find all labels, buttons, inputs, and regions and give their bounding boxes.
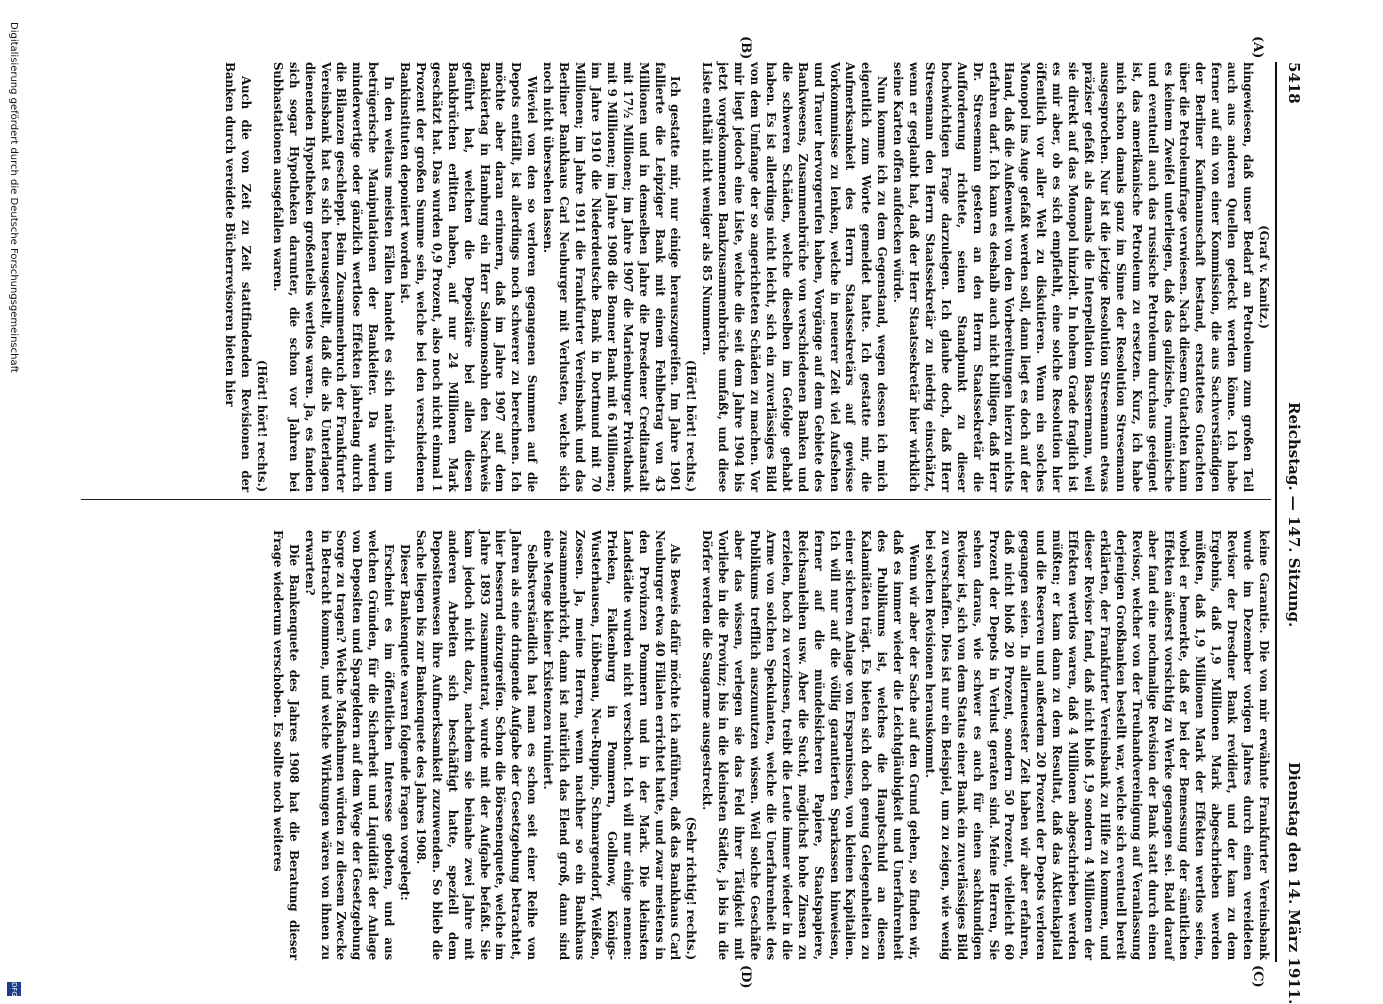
left-column [221, 62, 1271, 492]
paragraph: Selbstverständlich hat man es schon seit einer Reihe von Jahren als eine dringende Aufgabe der Gesetzgebung betrachtet, hier bessernd einzugreifen. Schon die Börsenenquete, welche im Jahre 1893 zusammentrat, wurde mit der Aufgabe befaßt. Sie kam jedoch nicht dazu, nachdem sie beinahe zwei Jahre mit anderen Arbeiten sich beschäftigt hatte, speziell dem Depositenwesen ihre Aufmerksamkeit zuzuwenden. So blieb die Sache liegen bis zur Bankenquete des Jahres 1908. [413, 530, 540, 960]
margin-marker-b: (B) [738, 36, 753, 60]
paragraph: Wieviel von den so verloren gegangenen Summen auf die Depots entfällt, ist allerdings noch schwerer zu berechnen. Ich möchte aber daran erinnern, daß im Jahre 1907 auf dem Bankiertag in Hamburg ein Herr Salomonsohn den Nachweis geführt hat, welchen die Depositäre bei allen diesen Bankbrüchen erlitten haben, auf nur 24 Millionen Mark geschätzt hat. Das wurden 0,9 Prozent, also noch nicht einmal 1 Prozent der großen Summe sein, welche bei den verschiedenen Bankinstituten deponiert worden ist. [398, 62, 540, 492]
paragraph: keine Garantie. Die von mir erwähnte Frankfurter Vereinsbank wurde im Dezember vorigen Jahres durch einen vereideten Revisor der Dresdner Bank revidiert, und der kam zu dem Ergebnis, daß 1,9 Millionen Mark abgeschrieben werden müßten, daß 1,9 Millionen Mark der Effekten wertlos seien, wobei er bemerkte, daß er bei der Bemessung der sämtlichen Effekten äußerst vorsichtig zu Werke gegangen sei. Bald darauf aber fand eine nochmalige Revision der Bank statt durch einen Revisor, welcher von der Treuhandvereinigung auf Veranlassung derjenigen Großbanken bestellt war, welche sich eventuell bereit erklärten, der Frankfurter Vereinsbank zu Hilfe zu kommen, und dieser Revisor fand, daß nicht bloß 1,9 sondern 4 Millionen der Effekten wertlos waren, daß 4 Millionen abgeschrieben werden müßten; er kam dann zu dem Resultat, daß das Aktienkapital und die Reserven und außerdem 20 Prozent der Depots verloren gegangen seien. In allerneuester Zeit haben wir aber erfahren, daß nicht bloß 20 Prozent, sondern 50 Prozent, vielleicht 60 Prozent der Depots in Verlust geraten sind. Meine Herren, Sie sehen daraus, wie schwer es auch für einen sachkundigen Revisor ist, sich von dem Status einer Bank ein zuverlässiges Bild zu verschaffen. Dies ist nur ein Beispiel, um zu zeigen, wie wenig bei solchen Revisionen herauskommt. [922, 530, 1271, 960]
margin-marker-d: (D) [738, 965, 753, 989]
margin-marker-a: (A) [1250, 36, 1265, 59]
column-divider [81, 499, 1271, 500]
paragraph: Erscheint es im öffentlichen Interesse geboten, und aus welchen Gründen, für die Sicherheit und Liquidität der Anlage von Depositen und Spargeldern auf dem Wege der Gesetzgebung Sorge zu tragen? Welche Maßnahmen würden zu diesem Zwecke in Betracht kommen, und welche Wirkungen wären von ihnen zu erwarten? [302, 530, 397, 960]
header-date: Dienstag den 14. März 1911. [1285, 762, 1303, 1004]
paragraph: hingewiesen, daß unser Bedarf an Petroleum zum großen Teil auch aus anderen Quellen gedeckt werden könne. Ich habe ferner auf ein von einer Kommission, die aus Sachverständigen der Berliner Kaufmannschaft bestand, erstattetes Gutachten über die Petroleumfrage verwiesen. Nach diesem Gutachten kann es keinem Zweifel unterliegen, daß das galizische, rumänische und eventuell auch das russische Petroleum durchaus geeignet ist, das amerikanische Petroleum zu ersetzen. Kurz, ich habe mich schon damals ganz im Sinne der Resolution Stresemann ausgesprochen. Nur ist die jetzige Resolution Stresemann etwas präziser gefaßt als damals die Interpellation Bassermann, weil sie direkt auf das Monopol hinzielt. In hohem Grade fraglich ist es mir aber, ob es sich empfiehlt, eine solche Resolution hier öffentlich vor aller Welt zu diskutieren. Wenn ein solches Monopol ins Auge gefaßt werden soll, dann liegt es doch auf der Hand, daß die Außenwelt von den Vorbereitungen hierzu nichts erfahren darf. Ich kann es deshalb auch nicht billigen, daß Herr Dr. Stresemann gestern an den Herrn Staatssekretär die Aufforderung richtete, seinen Standpunkt zu dieser hochwichtigen Frage darzulegen. Ich glaube doch, daß Herr Stresemann den Herrn Staatssekretär zu niedrig einschätzt, wenn er geglaubt hat, daß der Herr Staatssekretär hier wirklich seine Karten offen aufdecken würde. [891, 62, 1256, 492]
page-number: 5418 [1285, 62, 1303, 104]
paragraph: Als Beweis dafür möchte ich anführen, daß das Bankhaus Carl Neuburger etwa 40 Filialen errichtet hatte, und zwar meistens in den Provinzen Pommern und in der Mark. Die kleinsten Landstädte wurden nicht verschont. Ich will nur einige nennen: Prieken, Falkenburg in Pommern, Gollnow, Königs-Wusterhausen, Lübbenau, Neu-Ruppin, Schmargendorf, Weißen, Zossen. Ja, meine Herren, wenn nachher so ein Bankhaus zusammenbricht, dann ist natürlich das Elend groß, dann sind eine Menge kleiner Existenzen ruiniert. [541, 530, 683, 960]
header-rule [1275, 62, 1277, 962]
right-column [269, 530, 1271, 960]
paragraph: Die Bankenquete des Jahres 1908 hat die Beratung dieser Frage wiederum verschoben. Es sollte noch weiteres [270, 530, 301, 960]
footer [1, 0, 21, 1000]
paragraph: Ich gestatte mir, nur einige herauszugreifen. Im Jahre 1901 fallierte die Leipziger Bank mit einem Fehlbetrag von 43 Millionen und in demselben Jahre die Dresdener Creditanstalt mit 17½ Millionen; im Jahre 1907 die Marienburger Privatbank mit 9 Millionen; im Jahre 1908 die Bonner Bank mit 6 Millionen; im Jahre 1910 die Niederdeutsche Bank in Dortmund mit 70 Millionen; im Jahre 1911 die Frankfurter Vereinsbank und das Berliner Bankhaus Carl Neuburger mit Verlusten, welche sich noch nicht übersehen lassen. [541, 62, 683, 492]
interjection: (Hört! hört! rechts.) [254, 359, 269, 492]
speaker-name: (Graf v. Kanitz.) [1257, 225, 1271, 329]
header-title: Reichstag. — 147. Sitzung. [1285, 402, 1303, 628]
dfg-logo-icon: DFG [7, 982, 21, 996]
paragraph: Auch die von Zeit zu Zeit stattfindenden Revisionen der Banken durch vereidete Bücherrevisoren bieten hier [223, 62, 253, 492]
interjection: (Hört! hört! rechts.) [684, 359, 699, 492]
paragraph: Wenn wir aber der Sache auf den Grund gehen, so finden wir, daß es immer wieder die Leichtgläubigkeit und Unerfahrenheit des Publikums ist, welches die Hauptschuld an diesen Kalamitäten trägt. Es bieten sich doch genug Gelegenheiten zu einer sicheren Anlage von Ersparnissen, von kleinen Kapitalien. Ich will nur auf die völlig garantierten Sparkassen hinweisen, ferner auf die mündelsicheren Papiere, Staatspapiere, Reichsanleihen usw. Aber die Sucht, möglichst hohe Zinsen zu erzielen, hoch zu verzinsen, treibt die Leute immer wieder in die Arme von solchen Spekulanten, welche die Unerfahrenheit des Publikums trefflich auszunutzen wissen. Weil solche Geschäfte aber das wissen, verlegen sie das Feld ihrer Tätigkeit mit Vorliebe in die Provinz; bis in die kleinsten Städte, ja bis in die Dörfer werden die Saugarme ausgestreckt. [700, 530, 922, 960]
page-header [1281, 62, 1303, 1004]
paragraph: Dieser Bankenquete waren folgende Fragen vorgelegt: [398, 544, 413, 901]
interjection: (Sehr richtig! rechts.) [684, 816, 699, 960]
paragraph: In den weitaus meisten Fällen handelt es sich natürlich um betrügerische Manipulationen der Bankleiter. Da wurden minderwertige oder gänzlich wertlose Effekten jahrelang durch die Bilanzen geschleppt. Beim Zusammenbruch der Frankfurter Vereinsbank hat es sich herausgestellt, daß die als Unterlagen dienenden Hypotheken großenteils wertlos waren. Ja, es fanden sich sogar Hypotheken darunter, die schon vor Jahren bei Subhastationen ausgefallen waren. [270, 62, 397, 492]
margin-marker-c: (C) [1250, 965, 1265, 988]
paragraph: Nun komme ich zu dem Gegenstand, wegen dessen ich mich eigentlich zum Worte gemeldet hatte. Ich gestatte mir, die Aufmerksamkeit des Herrn Staatssekretärs auf gewisse Vorkommnisse zu lenken, welche in neuerer Zeit viel Aufsehen und Trauer hervorgerufen haben, Vorgänge auf dem Gebiete des Bankwesens, Zusammenbrüche von verschiedenen Banken und die schweren Schäden, welche dieselben im Gefolge gehabt haben. Es ist allerdings nicht leicht, sich ein zuverlässiges Bild von dem Umfange der so angerichteten Schäden zu machen. Vor mir liegt jedoch eine Liste, welche die seit dem Jahre 1904 bis jetzt vorgekommenen Bankzusammenbrüche umfaßt, und diese Liste enthält nicht weniger als 85 Nummern. [700, 62, 890, 492]
footer-credit: Digitalisierung gefördert durch die Deutsche Forschungsgemeinschaft [8, 22, 19, 373]
